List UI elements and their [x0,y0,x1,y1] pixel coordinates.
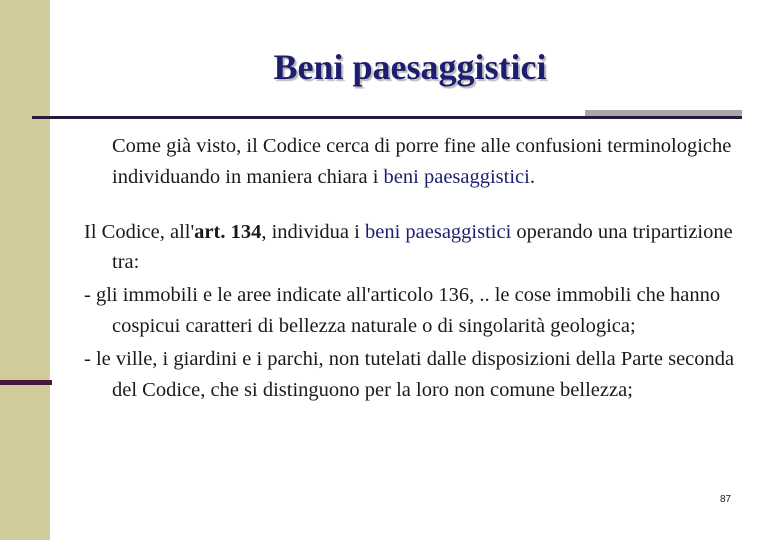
list-item-immobili: - gli immobili e le aree indicate all'articolo 136, .. le cose immobili che hanno cospicui caratteri di bellezza naturale o di singolarità geologica; [84,284,721,337]
codice-text-a: Il Codice, all' [84,220,195,243]
codice-text-b: , individua i [261,220,365,243]
highlight-term: beni paesaggistici [364,220,512,243]
intro-end: . [529,165,535,188]
sidebar-decoration [0,0,50,540]
slide-body [84,131,744,405]
intro-text: Come già visto, il Codice cerca di porre fine alle confusioni terminologiche individuando in maniera chiara i [112,135,732,188]
slide-title: Beni paesaggistici [273,47,547,87]
list-item-ville: - le ville, i giardini e i parchi, non tutelati dalle disposizioni della Parte seconda del Codice, che si distinguono per la loro non comune bellezza; [84,347,735,401]
codice-text-c: operando una tripartizione tra: [112,220,733,274]
highlight-term: beni paesaggistici [383,165,530,188]
title-underline [32,116,742,119]
article-reference: art. 134 [194,220,262,243]
page-number: 87 [720,494,732,505]
sidebar-accent-line [0,380,52,385]
codice-paragraph [84,217,744,279]
intro-paragraph [84,131,744,193]
